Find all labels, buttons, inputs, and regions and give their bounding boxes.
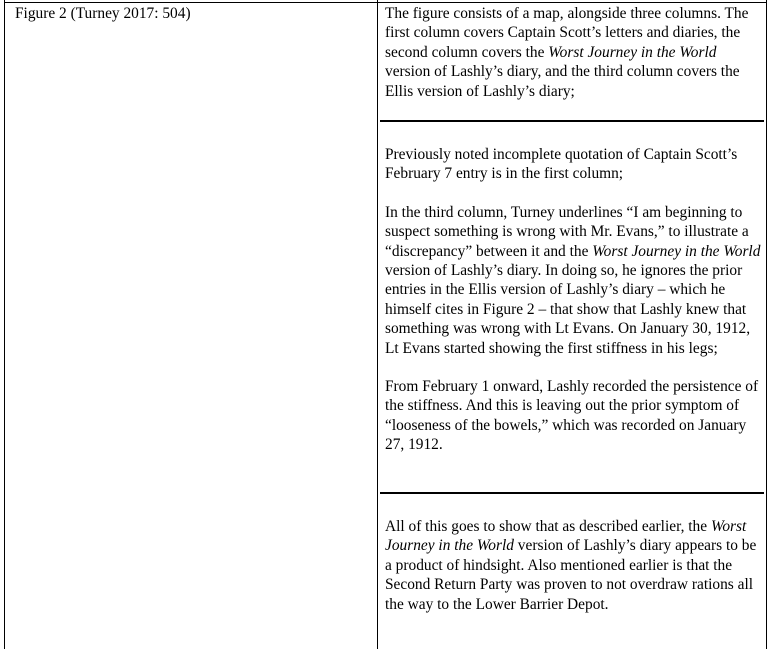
italic-title-text: Worst Journey in the World [548,43,717,61]
paragraph-discrepancy [385,203,761,358]
paragraph-conclusion [385,517,761,614]
text-segment: The figure consists of a map, alongside three columns. The first column covers Captain Scott’s letters and diaries, the second column covers the [385,5,749,61]
table-top-border [4,2,766,3]
column-divider [377,0,378,649]
italic-title-text: Worst Journey in the World [385,518,747,555]
thick-divider-2 [380,492,764,494]
text-segment: All of this goes to show that as described earlier, the [385,518,711,535]
right-cell-block-2 [385,145,761,455]
table-left-border [4,0,5,649]
table-right-border [766,0,767,649]
text-segment: Previously noted incomplete quotation of Captain Scott’s February 7 entry is in the first column; [385,146,738,183]
left-cell [15,4,365,23]
figure-description [385,4,761,101]
thick-divider-1 [380,120,764,122]
right-cell-block-3 [385,517,761,614]
italic-title-text: Worst Journey in the World [592,242,761,260]
figure-reference: Figure 2 (Turney 2017: 504) [15,5,191,22]
paragraph-quotation-note [385,145,761,184]
text-segment: In the third column, Turney underlines “I am beginning to suspect something is wrong with Mr. Evans,” to illustrate a “discrepancy” between it and the [385,203,749,260]
text-segment: version of Lashly’s diary, and the third column covers the Ellis version of Lashly’s diary; [385,63,740,100]
paragraph-symptoms [385,377,761,455]
text-segment: version of Lashly’s diary appears to be a product of hindsight. Also mentioned earlier is that the Second Return Party was proven to not overdraw rations all the way to the Lower Barrier Depot. [385,537,757,613]
right-cell-block-1 [385,4,761,101]
text-segment: From February 1 onward, Lashly recorded the persistence of the stiffness. And this is leaving out the prior symptom of “looseness of the bowels,” which was recorded on January 27, 1912. [385,378,759,454]
text-segment: version of Lashly’s diary. In doing so, he ignores the prior entries in the Ellis version of Lashly’s diary – which he himself cites in Figure 2 – that show that Lashly knew that something was wrong with Lt Evans. On January 30, 1912, Lt Evans started showing the first stiffness in his legs; [385,262,751,357]
